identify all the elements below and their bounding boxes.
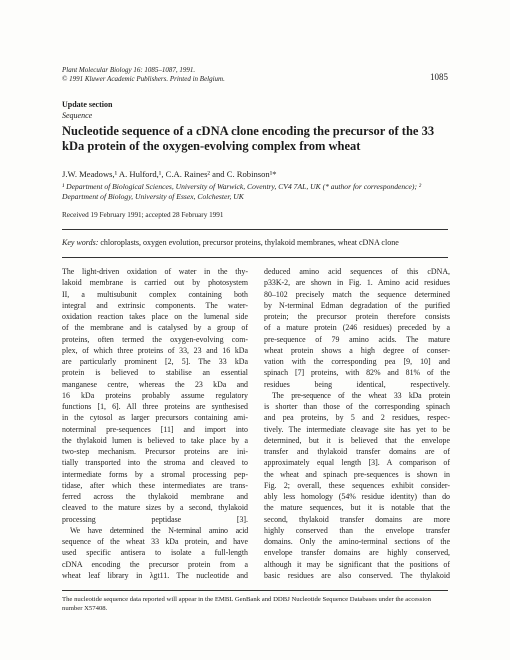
paragraph	[264, 266, 450, 581]
text-line: second, thylakoid transfer domains are more	[264, 514, 450, 524]
text-line: manganese centre, whereas the 23 kDa and	[62, 379, 248, 389]
text-line: integral and extrinsic components. The water-	[62, 300, 248, 310]
text-line: used specific antisera to isolate a full-length	[62, 548, 248, 558]
text-line: transfer and thylakoid transfer domains are of	[264, 447, 450, 456]
text-line: by N-terminal Edman degradation of the purified	[264, 300, 450, 310]
text-line: ably less homology (54% residue identity) than do	[264, 492, 450, 501]
text-line: pre-sequence of 79 amino acids. The mature	[264, 334, 450, 344]
text-line: in the cytosol as larger precursors containing ami-	[62, 413, 248, 423]
text-line: We have determined the N-terminal amino acid	[70, 525, 248, 535]
article-title: Nucleotide sequence of a cDNA clone encoding the precursor of the 33 kDa protein of the oxygen-evolving complex from wheat	[62, 124, 435, 153]
paragraph	[62, 266, 248, 581]
footnote-divider	[62, 590, 448, 591]
text-line: determined, but it is believed that the envelope	[264, 435, 450, 445]
divider-top	[62, 229, 448, 230]
body-column-right	[264, 266, 450, 581]
text-line: tidase, after which these intermediates are trans-	[62, 480, 248, 490]
text-line: and pea proteins, by 5 and 2 residues, respec-	[264, 413, 450, 423]
section-label: Update section	[62, 100, 113, 109]
text-line: intermediate forms by a stromal processing pep-	[62, 469, 248, 479]
page-number: 1085	[430, 72, 448, 82]
affiliations: ¹ Department of Biological Sciences, University of Warwick, Coventry, CV4 7AL, UK (* author for correspondence); ² Department of Biology, University of Essex, Colchester, UK	[62, 182, 422, 201]
text-line: is shorter than those of the corresponding spinach	[264, 402, 450, 411]
text-line: domains. Only the amino-terminal sections of the	[264, 537, 450, 546]
keywords-text: chloroplasts, oxygen evolution, precursor proteins, thylakoid membranes, wheat cDNA clone	[100, 238, 399, 247]
text-line: oxidation reaction takes place on the lumenal side	[62, 312, 248, 321]
text-line: protein; the precursor protein therefore consists	[264, 312, 450, 321]
text-line: processing peptidase [3].	[62, 514, 248, 524]
keywords	[62, 238, 452, 247]
text-line: 16 kDa proteins probably assume regulatory	[62, 390, 248, 400]
text-line: Fig. 2; overall, these sequences exhibit consider-	[264, 480, 450, 490]
text-line: The pre-sequence of the wheat 33 kDa protein	[272, 390, 450, 400]
text-line: highly conserved than the envelope transfer	[264, 525, 450, 535]
text-line: wheat leaf library in λgt11. The nucleotide and	[62, 570, 248, 580]
text-line: the mature sequences, but it is notable that the	[264, 503, 450, 513]
text-line: tially transported into the stroma and cleaved to	[62, 458, 248, 468]
text-line: although it may be significant that the positions of	[264, 559, 450, 569]
text-line: the wheat and spinach pre-sequences is shown in	[264, 469, 450, 479]
text-line: two-step mechanism. Precursor proteins are ini-	[62, 447, 248, 456]
text-line: vation with the corresponding pea [9, 10] and	[264, 357, 450, 366]
text-line: protein is believed to stabilise an essential	[62, 368, 248, 378]
text-line: 80–102 precisely match the sequence determined	[264, 289, 450, 299]
subsection-label: Sequence	[62, 111, 93, 120]
text-line: basic residues are also conserved. The thylakoid	[264, 570, 450, 580]
text-line: the thylakoid lumen is believed to take place by a	[62, 435, 248, 445]
received-dates: Received 19 February 1991; accepted 28 February 1991	[62, 211, 224, 219]
author-list: J.W. Meadows,¹ A. Hulford,¹, C.A. Raines² and C. Robinson¹*	[62, 169, 277, 179]
text-line: of a mature protein (246 residues) preceded by a	[264, 323, 450, 333]
text-line: envelope transfer domains are highly conserved,	[264, 548, 450, 558]
text-line: wheat protein shows a high degree of conser-	[264, 345, 450, 355]
text-line: noterminal pre-sequences [11] and import into	[62, 424, 248, 434]
text-line: of the membrane and is catalysed by a group of	[62, 323, 248, 333]
text-line: lakoid membrane is carried out by photosystem	[62, 278, 248, 288]
journal-citation	[62, 66, 225, 84]
text-line: functions [1, 6]. All three proteins are synthesised	[62, 402, 248, 411]
journal-line-2: © 1991 Kluwer Academic Publishers. Printed in Belgium.	[62, 75, 225, 83]
text-line: sequence of the wheat 33 kDa protein, and have	[62, 537, 248, 546]
text-line: spinach [7] proteins, with 82% and 81% of the	[264, 368, 450, 378]
text-line: ferred across the thylakoid membrane and	[62, 492, 248, 501]
body-column-left	[62, 266, 248, 581]
footnote: The nucleotide sequence data reported will appear in the EMBL GenBank and DDBJ Nucleotide Sequence Databases under the accession number X57408.	[62, 596, 431, 612]
text-line: proteins, often termed the oxygen-evolving com-	[62, 334, 248, 344]
text-line: approximately equal length [3]. A comparison of	[264, 458, 450, 468]
keywords-label: Key words:	[62, 238, 99, 247]
text-line: tively. The intermediate cleavage site has yet to be	[264, 424, 450, 434]
divider-bottom	[62, 257, 448, 258]
journal-line-1: Plant Molecular Biology 16: 1085–1087, 1991.	[62, 66, 196, 74]
text-line: plex, of which three proteins of 33, 23 and 16 kDa	[62, 345, 248, 355]
text-line: cDNA encoding the precursor protein from a	[62, 559, 248, 569]
text-line: are particularly prominent [2, 5]. The 33 kDa	[62, 357, 248, 366]
text-line: The light-driven oxidation of water in the thy-	[62, 267, 248, 276]
text-line: p33K-2, are shown in Fig. 1. Amino acid residues	[264, 278, 450, 288]
text-line: residues being identical, respectively.	[264, 379, 450, 389]
text-line: cleaved to the mature sizes by a second, thylakoid	[62, 503, 248, 513]
text-line: II, a multisubunit complex containing both	[62, 289, 248, 299]
text-line: deduced amino acid sequences of this cDNA,	[264, 267, 450, 276]
